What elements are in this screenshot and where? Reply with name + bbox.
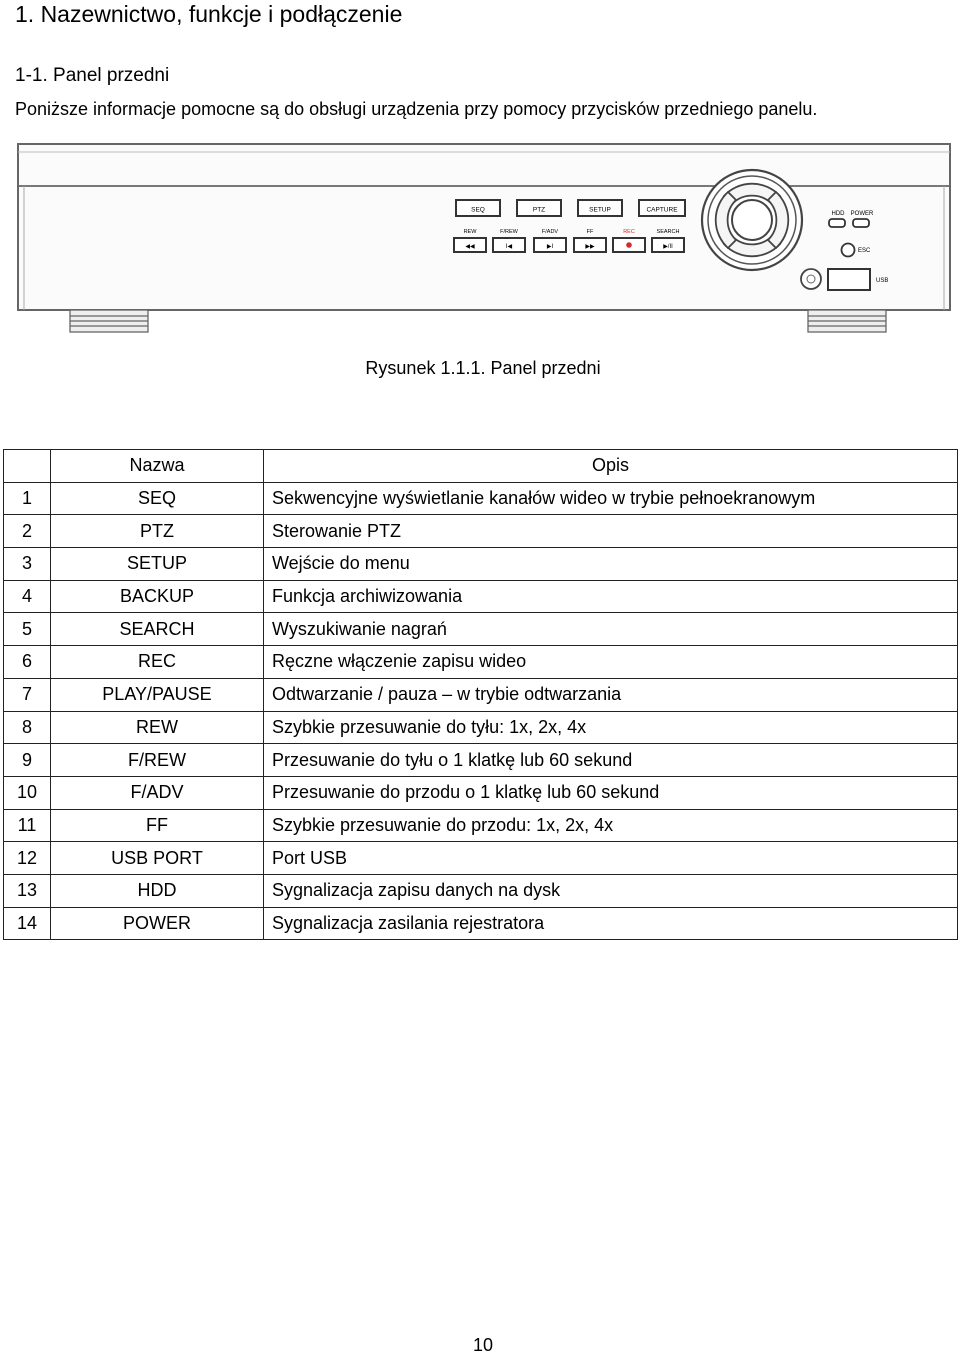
row-desc: Sygnalizacja zapisu danych na dysk <box>264 874 958 907</box>
row-num: 6 <box>4 646 51 679</box>
left-foot <box>70 310 148 332</box>
table-row <box>4 580 958 613</box>
row-desc: Szybkie przesuwanie do przodu: 1x, 2x, 4x <box>264 809 958 842</box>
esc-label: ESC <box>858 248 871 254</box>
label-ff: FF <box>586 229 594 235</box>
row-desc: Sygnalizacja zasilania rejestratora <box>264 907 958 940</box>
row-desc: Port USB <box>264 842 958 875</box>
side-knob <box>801 269 821 289</box>
row-num: 7 <box>4 678 51 711</box>
right-foot <box>808 310 886 332</box>
header-desc: Opis <box>264 450 958 483</box>
row-num: 10 <box>4 776 51 809</box>
row-name: SEARCH <box>51 613 264 646</box>
svg-text:SETUP: SETUP <box>589 206 611 214</box>
row-desc: Sekwencyjne wyświetlanie kanałów wideo w trybie pełnoekranowym <box>264 482 958 515</box>
usb-label: USB <box>876 278 889 284</box>
svg-text:▶I: ▶I <box>546 244 554 250</box>
row-num: 14 <box>4 907 51 940</box>
subsection-title: 1-1. Panel przedni <box>15 65 170 86</box>
led-label-hdd: HDD <box>831 211 845 217</box>
row-desc: Sterowanie PTZ <box>264 515 958 548</box>
svg-text:PTZ: PTZ <box>532 206 546 214</box>
row-num: 8 <box>4 711 51 744</box>
table-row <box>4 613 958 646</box>
panel-button-frew[interactable] <box>493 238 525 252</box>
row-desc: Wyszukiwanie nagrań <box>264 613 958 646</box>
svg-text:SEQ: SEQ <box>471 206 485 214</box>
page-number: 10 <box>472 1335 494 1355</box>
panel-button-rec[interactable] <box>613 238 645 252</box>
row-name: BACKUP <box>51 580 264 613</box>
panel-button-ptz[interactable] <box>517 200 561 216</box>
row-num: 2 <box>4 515 51 548</box>
table-row <box>4 515 958 548</box>
led-label-power: POWER <box>850 211 874 217</box>
panel-button-seq[interactable] <box>456 200 500 216</box>
row-num: 12 <box>4 842 51 875</box>
row-desc: Funkcja archiwizowania <box>264 580 958 613</box>
panel-button-rew[interactable] <box>454 238 486 252</box>
row-name: SETUP <box>51 548 264 581</box>
row-num: 4 <box>4 580 51 613</box>
row-desc: Ręczne włączenie zapisu wideo <box>264 646 958 679</box>
panel-button-setup[interactable] <box>578 200 622 216</box>
panel-button-fadv[interactable] <box>534 238 566 252</box>
row-name: HDD <box>51 874 264 907</box>
esc-button[interactable] <box>842 244 855 257</box>
row-name: POWER <box>51 907 264 940</box>
table-row <box>4 744 958 777</box>
row-desc: Przesuwanie do tyłu o 1 klatkę lub 60 sekund <box>264 744 958 777</box>
functions-table <box>3 449 958 940</box>
row-num: 5 <box>4 613 51 646</box>
front-panel-figure <box>0 140 960 340</box>
label-search: SEARCH <box>656 229 680 235</box>
row-name: F/REW <box>51 744 264 777</box>
header-name: Nazwa <box>51 450 264 483</box>
label-fadv: F/ADV <box>541 229 559 235</box>
table-row <box>4 678 958 711</box>
panel-button-ff[interactable] <box>574 238 606 252</box>
svg-text:▶▶: ▶▶ <box>585 244 595 250</box>
row-name: PTZ <box>51 515 264 548</box>
intro-text: Poniższe informacje pomocne są do obsługi urządzenia przy pomocy przycisków przedniego panelu. <box>15 99 818 119</box>
table-row <box>4 646 958 679</box>
row-num: 1 <box>4 482 51 515</box>
hdd-led <box>829 219 845 227</box>
table-row <box>4 482 958 515</box>
row-name: PLAY/PAUSE <box>51 678 264 711</box>
row-name: REW <box>51 711 264 744</box>
header-num <box>4 450 51 483</box>
dial-center-button[interactable] <box>732 200 772 240</box>
table-row <box>4 548 958 581</box>
table-row <box>4 776 958 809</box>
row-name: SEQ <box>51 482 264 515</box>
row-num: 9 <box>4 744 51 777</box>
row-num: 3 <box>4 548 51 581</box>
rec-dot-icon <box>626 242 632 248</box>
label-frew: F/REW <box>500 229 518 235</box>
row-desc: Odtwarzanie / pauza – w trybie odtwarzania <box>264 678 958 711</box>
svg-text:I◀: I◀ <box>505 244 513 250</box>
table-row <box>4 809 958 842</box>
label-rew: REW <box>463 229 477 235</box>
row-desc: Przesuwanie do przodu o 1 klatkę lub 60 sekund <box>264 776 958 809</box>
section-title: 1. Nazewnictwo, funkcje i podłączenie <box>15 1 403 27</box>
table-header-row <box>4 450 958 483</box>
navigation-dial[interactable] <box>702 170 802 270</box>
row-desc: Wejście do menu <box>264 548 958 581</box>
svg-text:▶/II: ▶/II <box>663 244 673 250</box>
usb-port[interactable] <box>828 269 870 290</box>
table-row <box>4 907 958 940</box>
table-row <box>4 711 958 744</box>
svg-text:CAPTURE: CAPTURE <box>646 206 678 214</box>
label-rec: REC <box>623 229 635 235</box>
panel-button-search[interactable] <box>652 238 684 252</box>
row-num: 13 <box>4 874 51 907</box>
row-name: FF <box>51 809 264 842</box>
panel-button-capture[interactable] <box>639 200 685 216</box>
row-name: REC <box>51 646 264 679</box>
row-desc: Szybkie przesuwanie do tyłu: 1x, 2x, 4x <box>264 711 958 744</box>
table-row <box>4 842 958 875</box>
table-row <box>4 874 958 907</box>
svg-text:◀◀: ◀◀ <box>465 244 475 250</box>
power-led <box>853 219 869 227</box>
row-name: USB PORT <box>51 842 264 875</box>
figure-caption: Rysunek 1.1.1. Panel przedni <box>365 358 601 378</box>
row-name: F/ADV <box>51 776 264 809</box>
row-num: 11 <box>4 809 51 842</box>
